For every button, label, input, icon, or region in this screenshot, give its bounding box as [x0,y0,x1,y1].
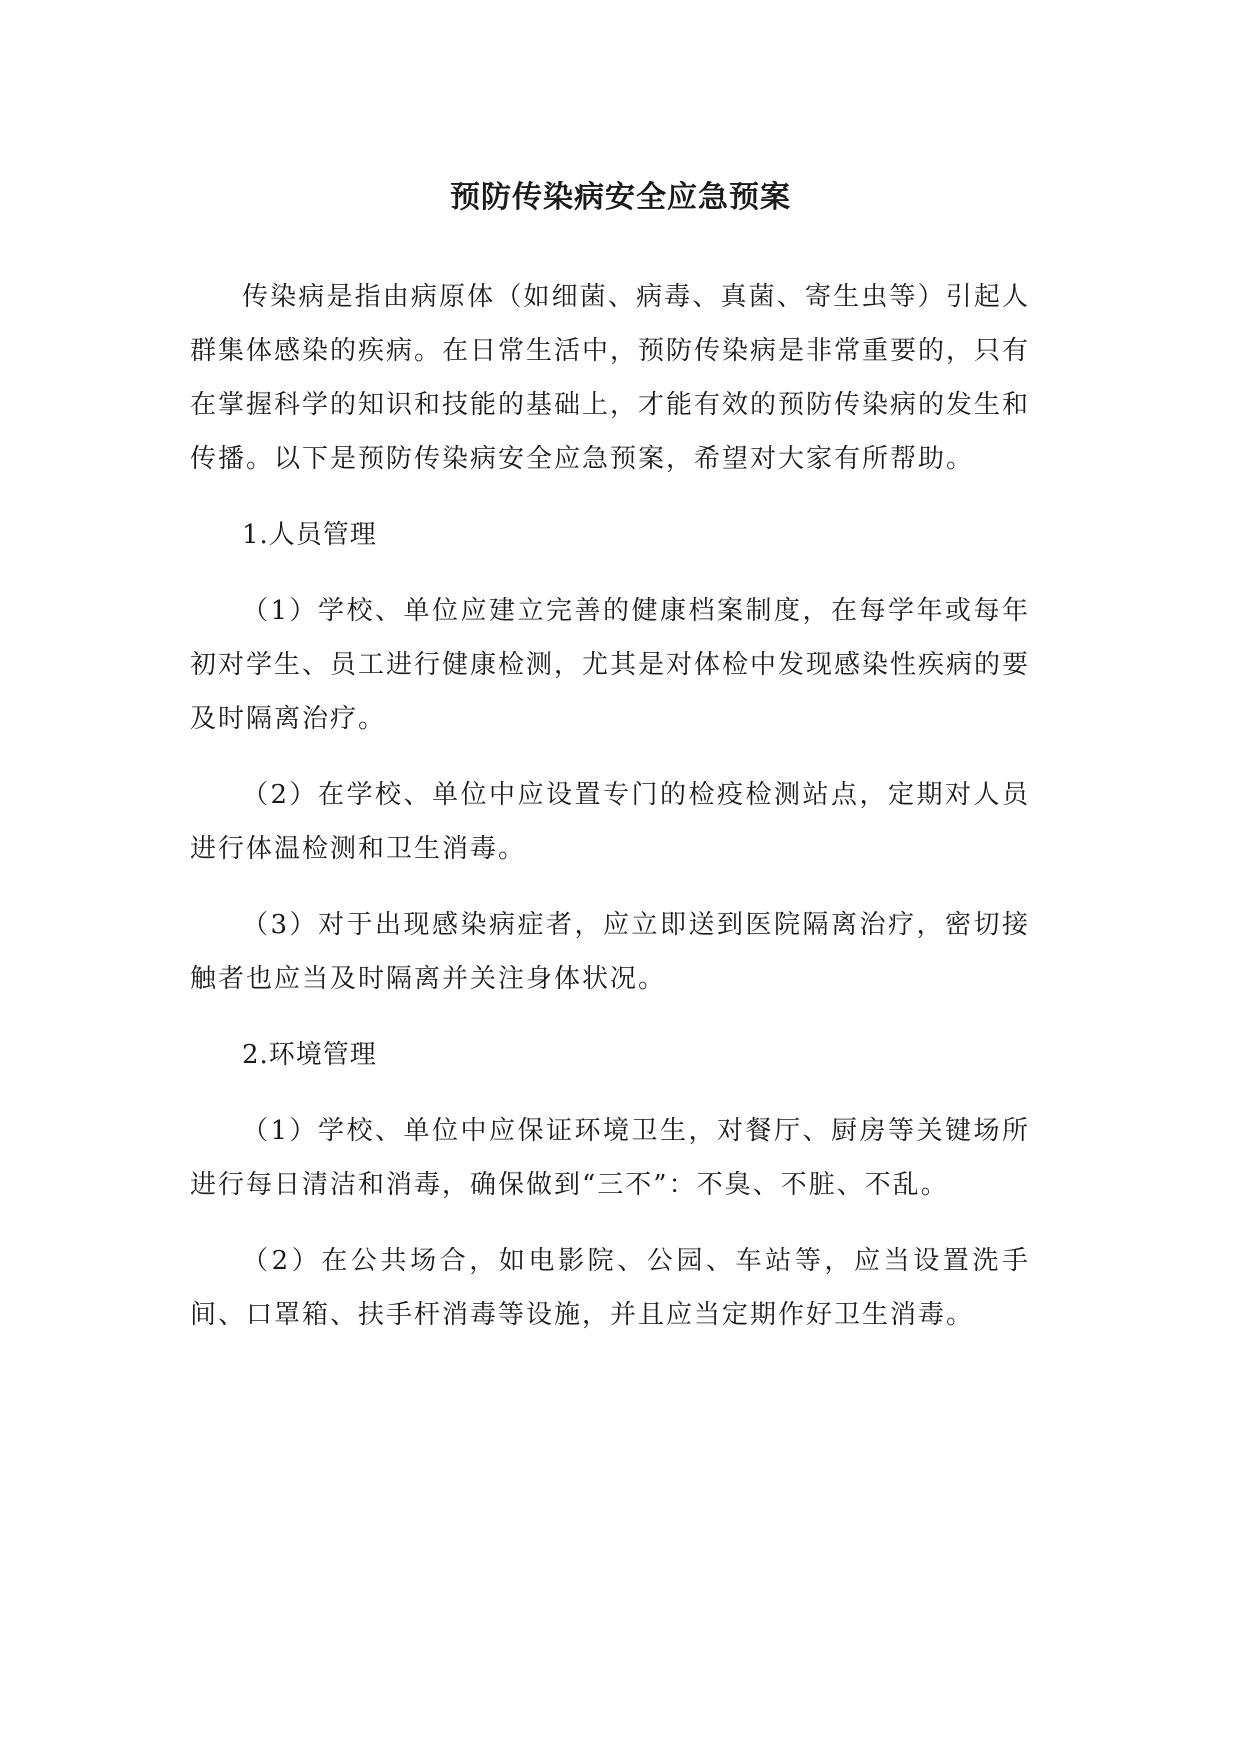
intro-paragraph: 传染病是指由病原体（如细菌、病毒、真菌、寄生虫等）引起人群集体感染的疾病。在日常生活中，预防传染病是非常重要的，只有在掌握科学的知识和技能的基础上，才能有效的预防传染病的发生和传播。以下是预防传染病安全应急预案，希望对大家有所帮助。 [190,282,1031,474]
section-heading-personnel: 1.人员管理 [242,520,377,550]
environment-item-2: （2）在公共场合，如电影院、公园、车站等，应当设置洗手间、口罩箱、扶手杆消毒等设施，并且应当定期作好卫生消毒。 [190,1246,1030,1330]
section-heading-environment: 2.环境管理 [242,1040,377,1070]
document-body [190,270,1030,1364]
personnel-item-2: （2）在学校、单位中应设置专门的检疫检测站点，定期对人员进行体温检测和卫生消毒。 [190,780,1030,864]
personnel-item-3: （3）对于出现感染病症者，应立即送到医院隔离治疗，密切接触者也应当及时隔离并关注身体状况。 [190,910,1030,994]
personnel-item-1: （1）学校、单位应建立完善的健康档案制度，在每学年或每年初对学生、员工进行健康检测，尤其是对体检中发现感染性疾病的要及时隔离治疗。 [190,596,1031,734]
environment-item-1: （1）学校、单位中应保证环境卫生，对餐厅、厨房等关键场所进行每日清洁和消毒，确保做到“三不”：不臭、不脏、不乱。 [190,1116,1030,1200]
document-title: 预防传染病安全应急预案 [450,180,791,215]
